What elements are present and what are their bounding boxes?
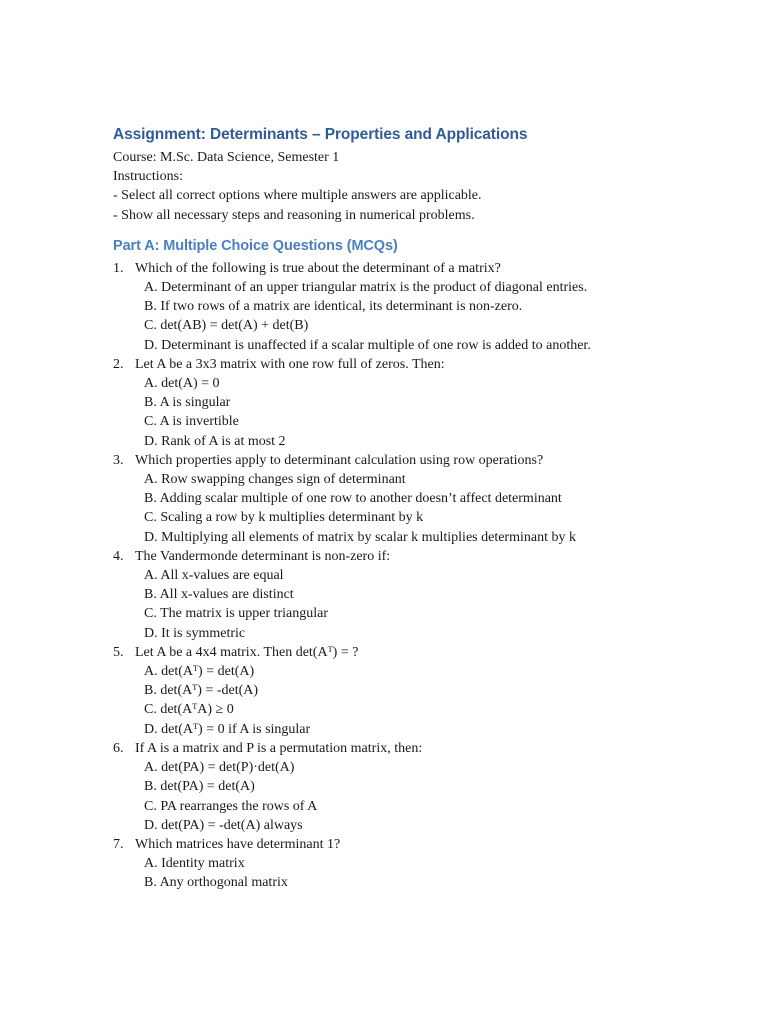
- question-number: 5.: [113, 644, 124, 660]
- answer-option: A. Row swapping changes sign of determinant: [144, 472, 406, 488]
- question-item: [113, 643, 653, 739]
- answer-option: D. det(Aᵀ) = 0 if A is singular: [144, 721, 311, 737]
- assignment-meta: [113, 148, 653, 225]
- question-text: The Vandermonde determinant is non-zero if:: [135, 548, 391, 564]
- answer-option: B. If two rows of a matrix are identical, its determinant is non-zero.: [144, 299, 523, 315]
- answer-option: B. det(PA) = det(A): [144, 779, 255, 795]
- option-list: [113, 278, 653, 355]
- instruction-item: - Select all correct options where multiple answers are applicable.: [113, 188, 482, 204]
- answer-option: A. All x-values are equal: [144, 568, 284, 584]
- question-number: 2.: [113, 356, 124, 372]
- answer-option: D. det(PA) = -det(A) always: [144, 817, 303, 833]
- document-body: [113, 124, 653, 893]
- answer-option: A. det(A) = 0: [144, 376, 220, 392]
- question-item: [113, 355, 653, 451]
- question-item: [113, 739, 653, 835]
- answer-option: D. Multiplying all elements of matrix by scalar k multiplies determinant by k: [144, 529, 576, 545]
- question-text: Let A be a 4x4 matrix. Then det(Aᵀ) = ?: [135, 644, 359, 660]
- answer-option: C. A is invertible: [144, 414, 239, 430]
- answer-option: C. det(AB) = det(A) + det(B): [144, 318, 309, 334]
- question-text: If A is a matrix and P is a permutation matrix, then:: [135, 740, 423, 756]
- question-text: Let A be a 3x3 matrix with one row full of zeros. Then:: [135, 356, 445, 372]
- answer-option: D. Rank of A is at most 2: [144, 433, 286, 449]
- answer-option: A. det(Aᵀ) = det(A): [144, 664, 255, 680]
- assignment-title: Assignment: Determinants – Properties and Applications: [113, 126, 528, 143]
- option-list: [113, 470, 653, 547]
- answer-option: D. Determinant is unaffected if a scalar multiple of one row is added to another.: [144, 337, 591, 353]
- answer-option: B. All x-values are distinct: [144, 587, 294, 603]
- answer-option: C. Scaling a row by k multiplies determinant by k: [144, 510, 424, 526]
- question-text: Which matrices have determinant 1?: [135, 836, 341, 852]
- option-list: [113, 662, 653, 739]
- answer-option: A. Determinant of an upper triangular matrix is the product of diagonal entries.: [144, 280, 588, 296]
- option-list: [113, 758, 653, 835]
- question-item: [113, 835, 653, 893]
- question-item: [113, 547, 653, 643]
- question-item: [113, 451, 653, 547]
- instruction-item: - Show all necessary steps and reasoning in numerical problems.: [113, 207, 475, 223]
- answer-option: A. det(PA) = det(P)·det(A): [144, 760, 295, 776]
- part-a-heading: Part A: Multiple Choice Questions (MCQs): [113, 237, 398, 254]
- question-text: Which properties apply to determinant calculation using row operations?: [135, 452, 544, 468]
- answer-option: C. det(AᵀA) ≥ 0: [144, 702, 234, 718]
- question-number: 3.: [113, 452, 124, 468]
- option-list: [113, 854, 653, 892]
- option-list: [113, 566, 653, 643]
- option-list: [113, 374, 653, 451]
- question-number: 4.: [113, 548, 124, 564]
- answer-option: B. det(Aᵀ) = -det(A): [144, 683, 259, 699]
- course-line: Course: M.Sc. Data Science, Semester 1: [113, 150, 340, 165]
- answer-option: D. It is symmetric: [144, 625, 246, 641]
- answer-option: A. Identity matrix: [144, 856, 245, 872]
- answer-option: B. A is singular: [144, 395, 231, 411]
- instructions-heading: Instructions:: [113, 169, 183, 185]
- answer-option: B. Any orthogonal matrix: [144, 875, 288, 891]
- question-item: [113, 259, 653, 355]
- question-number: 7.: [113, 836, 124, 852]
- answer-option: B. Adding scalar multiple of one row to another doesn’t affect determinant: [144, 491, 562, 507]
- question-number: 6.: [113, 740, 124, 756]
- answer-option: C. PA rearranges the rows of A: [144, 798, 318, 814]
- question-list: [113, 259, 653, 893]
- question-number: 1.: [113, 260, 124, 276]
- question-text: Which of the following is true about the determinant of a matrix?: [135, 260, 501, 276]
- answer-option: C. The matrix is upper triangular: [144, 606, 329, 622]
